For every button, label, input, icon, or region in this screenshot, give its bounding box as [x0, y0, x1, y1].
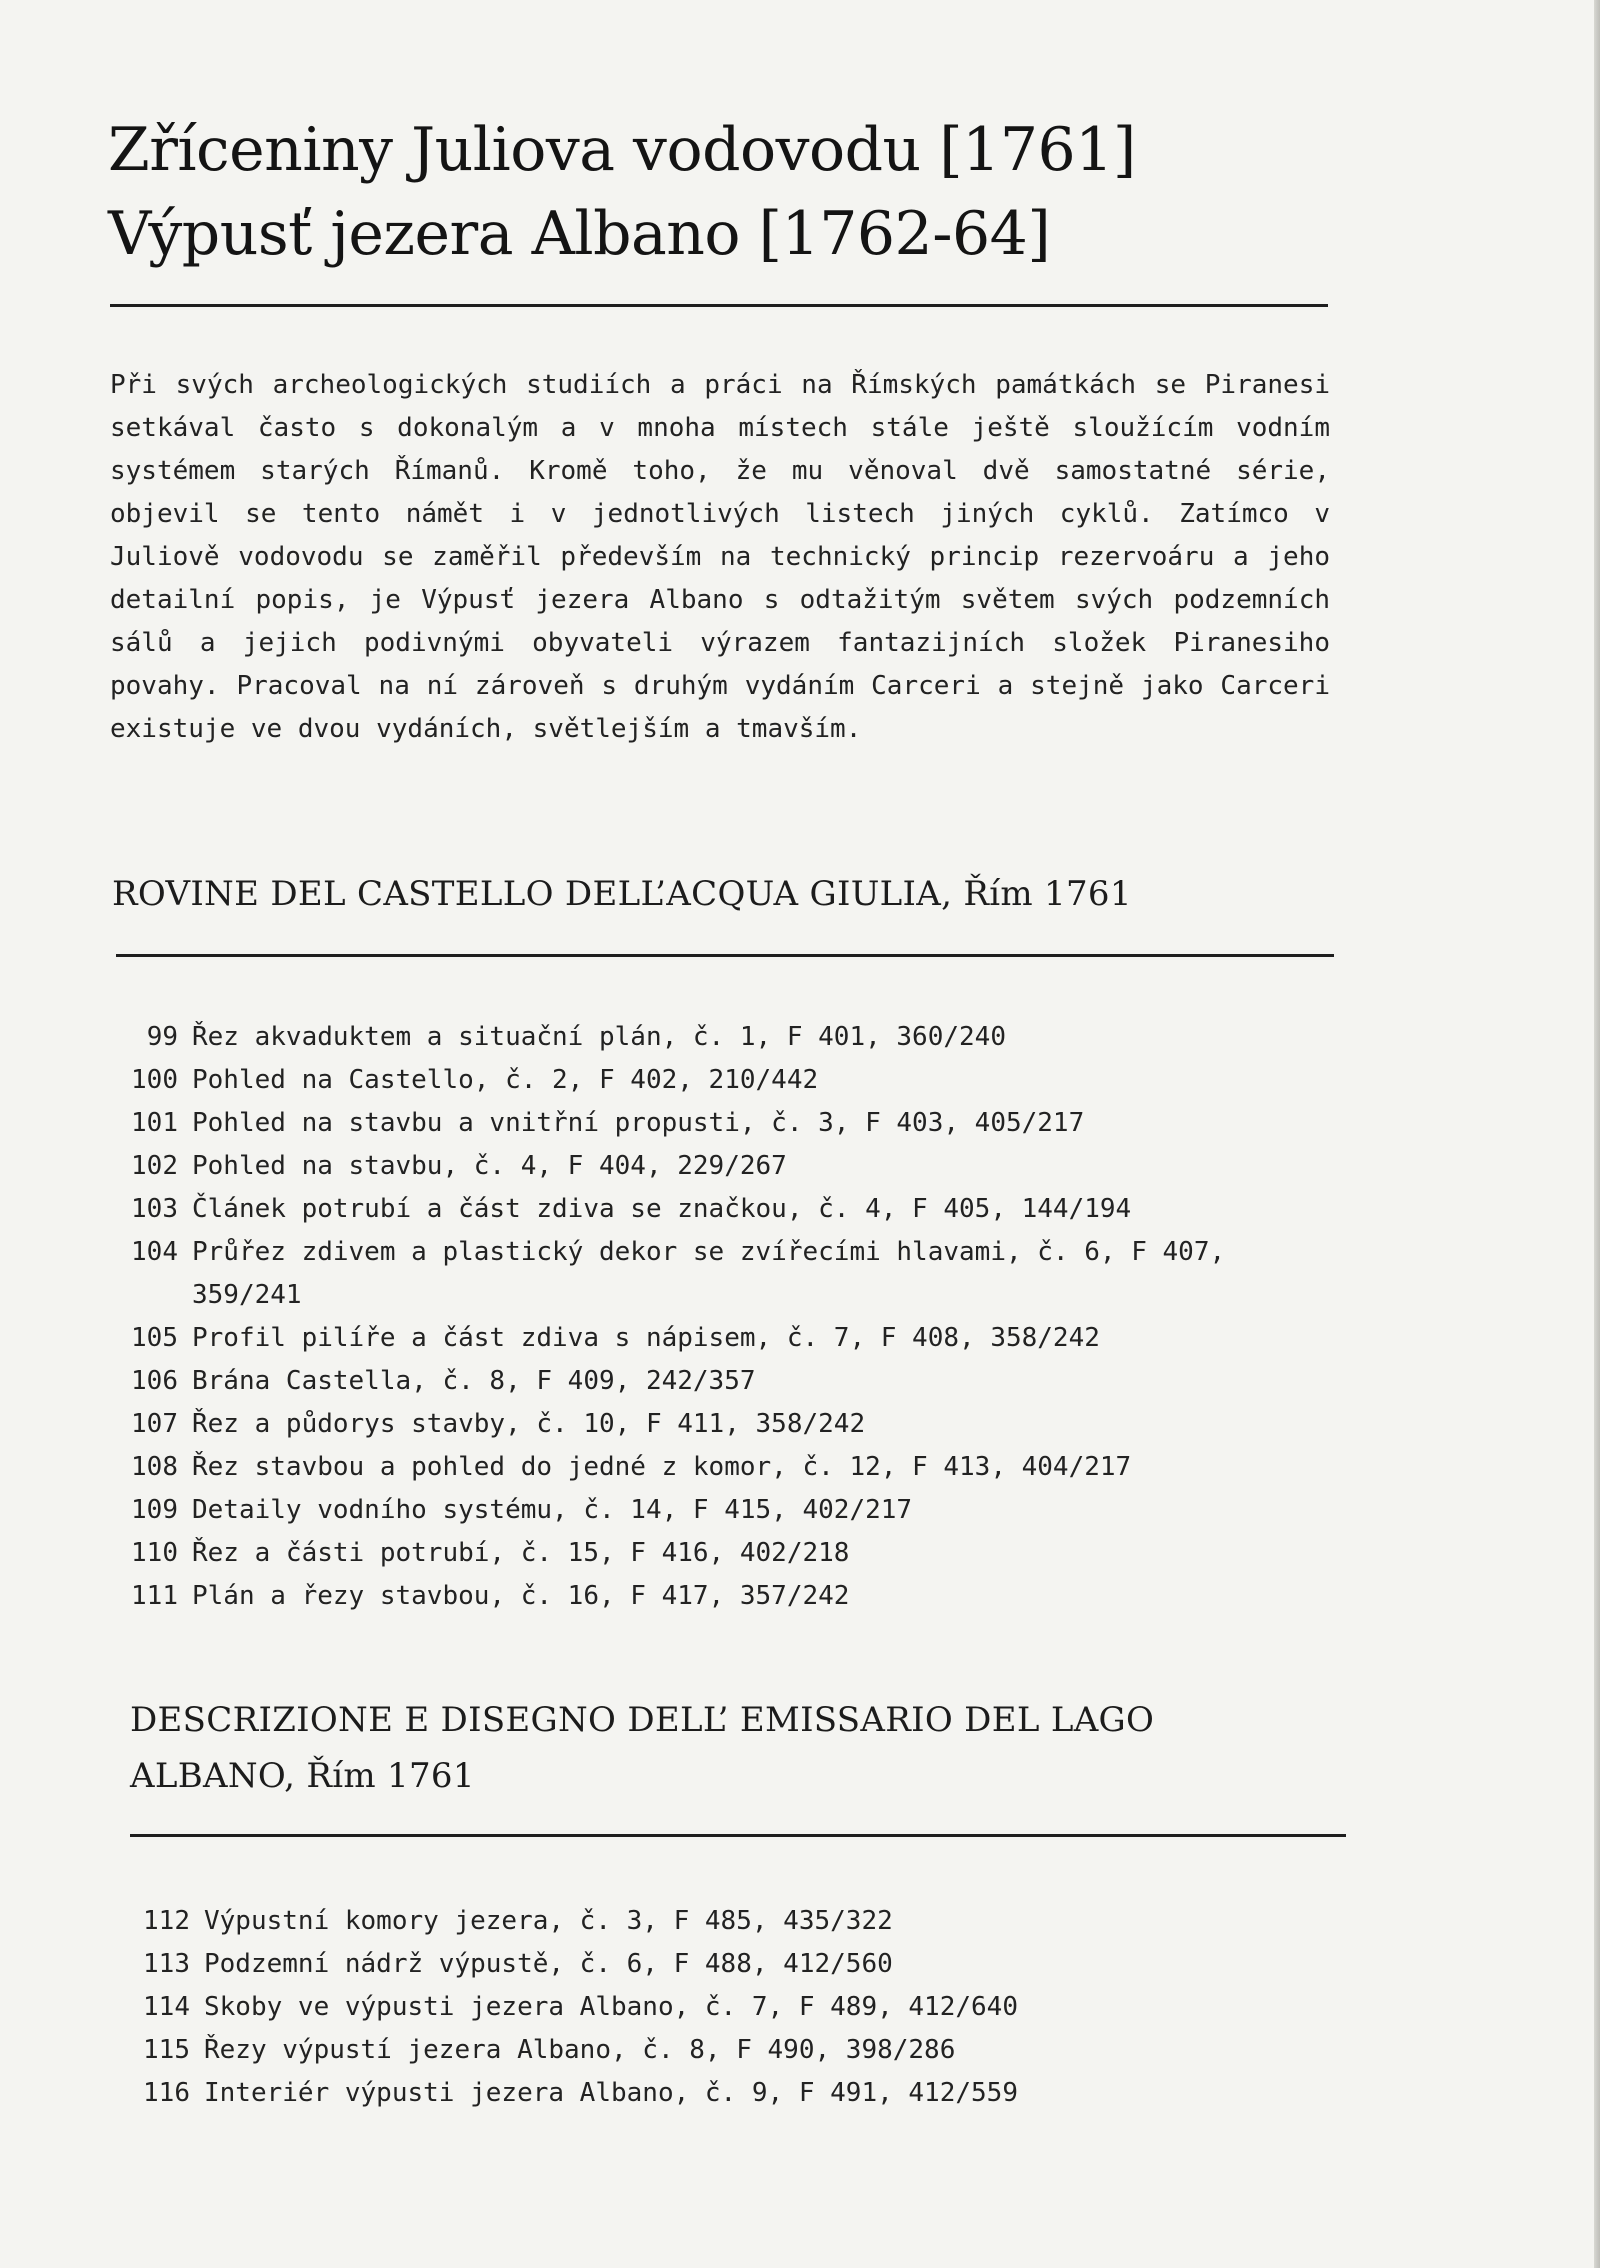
- item-number: 105: [131, 1323, 178, 1353]
- item-text: Průřez zdivem a plastický dekor se zvířecími hlavami, č. 6, F 407, 359/241: [192, 1237, 1226, 1310]
- item-number: 111: [131, 1581, 178, 1611]
- list-item: [112, 1403, 1334, 1446]
- item-text: Výpustní komory jezera, č. 3, F 485, 435/322: [204, 1906, 893, 1936]
- item-number: 112: [143, 1906, 190, 1936]
- item-number: 104: [131, 1237, 178, 1267]
- item-number: 101: [131, 1108, 178, 1138]
- list-item: [112, 1360, 1334, 1403]
- list-item: [112, 1016, 1334, 1059]
- item-number: 99: [146, 1022, 178, 1052]
- item-number: 102: [131, 1151, 178, 1181]
- item-number: 116: [143, 2078, 190, 2108]
- list-item: [112, 1059, 1334, 1102]
- section-divider-2: [130, 1834, 1346, 1837]
- item-text: Pohled na stavbu a vnitřní propusti, č. 3, F 403, 405/217: [192, 1108, 1085, 1138]
- list-item: [112, 1446, 1334, 1489]
- item-text: Detaily vodního systému, č. 14, F 415, 402/217: [192, 1495, 913, 1525]
- page-title: [108, 108, 1358, 276]
- list-item: [112, 1188, 1334, 1231]
- item-text: Řez akvaduktem a situační plán, č. 1, F 401, 360/240: [192, 1022, 1006, 1052]
- list-item: [124, 2072, 1334, 2115]
- list-item: [124, 1986, 1334, 2029]
- section-title-emissario: [130, 1692, 1390, 1804]
- list-item: [124, 2029, 1334, 2072]
- item-text: Článek potrubí a část zdiva se značkou, č. 4, F 405, 144/194: [192, 1194, 1132, 1224]
- item-number: 113: [143, 1949, 190, 1979]
- item-number: 110: [131, 1538, 178, 1568]
- item-text: Pohled na stavbu, č. 4, F 404, 229/267: [192, 1151, 787, 1181]
- item-text: Řez a půdorys stavby, č. 10, F 411, 358/242: [192, 1409, 866, 1439]
- item-text: Profil pilíře a část zdiva s nápisem, č. 7, F 408, 358/242: [192, 1323, 1100, 1353]
- item-text: Skoby ve výpusti jezera Albano, č. 7, F 489, 412/640: [204, 1992, 1018, 2022]
- page-edge: [1594, 0, 1600, 2268]
- section-divider-1: [116, 954, 1334, 957]
- item-number: 108: [131, 1452, 178, 1482]
- item-number: 106: [131, 1366, 178, 1396]
- item-number: 107: [131, 1409, 178, 1439]
- item-text: Plán a řezy stavbou, č. 16, F 417, 357/242: [192, 1581, 850, 1611]
- title-line-1: Zříceniny Juliova vodovodu [1761]: [108, 115, 1136, 185]
- list-item: [112, 1489, 1334, 1532]
- list-item: [124, 1943, 1334, 1986]
- list-item: [112, 1575, 1334, 1618]
- list-item: [112, 1532, 1334, 1575]
- item-number: 109: [131, 1495, 178, 1525]
- title-line-2: Výpusť jezera Albano [1762-64]: [108, 199, 1051, 269]
- list-item: [112, 1145, 1334, 1188]
- catalog-list-acqua-giulia: [112, 1016, 1334, 1618]
- item-text: Interiér výpusti jezera Albano, č. 9, F 491, 412/559: [204, 2078, 1018, 2108]
- intro-paragraph: Při svých archeologických studiích a práci na Římských památkách se Piranesi setkával často s dokonalým a v mnoha místech stále ještě sloužícím vodním systémem starých Římanů. Kromě toho, že mu věnoval dvě samostatné série, objevil se tento námět i v jednotlivých listech jiných cyklů. Zatímco v Juliově vodovodu se zaměřil především na technický princip rezervoáru a jeho detailní popis, je Výpusť jezera Albano s odtažitým světem svých podzemních sálů a jejich podivnými obyvateli výrazem fantazijních složek Piranesiho povahy. Pracoval na ní zároveň s druhým vydáním Carceri a stejně jako Carceri existuje ve dvou vydáních, světlejším a tmavším.: [110, 370, 1330, 744]
- list-item: [112, 1231, 1334, 1317]
- item-text: Řez stavbou a pohled do jedné z komor, č. 12, F 413, 404/217: [192, 1452, 1132, 1482]
- item-number: 100: [131, 1065, 178, 1095]
- list-item: [124, 1900, 1334, 1943]
- title-divider: [110, 304, 1328, 307]
- item-text: Řezy výpustí jezera Albano, č. 8, F 490, 398/286: [204, 2035, 956, 2065]
- item-number: 103: [131, 1194, 178, 1224]
- list-item: [112, 1317, 1334, 1360]
- section-title-emissario-line-2: ALBANO, Řím 1761: [130, 1756, 475, 1796]
- list-item: [112, 1102, 1334, 1145]
- item-text: Řez a části potrubí, č. 15, F 416, 402/218: [192, 1538, 850, 1568]
- item-text: Brána Castella, č. 8, F 409, 242/357: [192, 1366, 756, 1396]
- section-title-emissario-line-1: DESCRIZIONE E DISEGNO DELL’ EMISSARIO DEL LAGO: [130, 1700, 1155, 1740]
- item-text: Pohled na Castello, č. 2, F 402, 210/442: [192, 1065, 819, 1095]
- catalog-list-emissario: [124, 1900, 1334, 2115]
- section-title-acqua-giulia-text: ROVINE DEL CASTELLO DELL’ACQUA GIULIA, Řím 1761: [112, 874, 1132, 914]
- item-text: Podzemní nádrž výpustě, č. 6, F 488, 412/560: [204, 1949, 893, 1979]
- item-number: 114: [143, 1992, 190, 2022]
- section-title-acqua-giulia: [112, 866, 1372, 922]
- item-number: 115: [143, 2035, 190, 2065]
